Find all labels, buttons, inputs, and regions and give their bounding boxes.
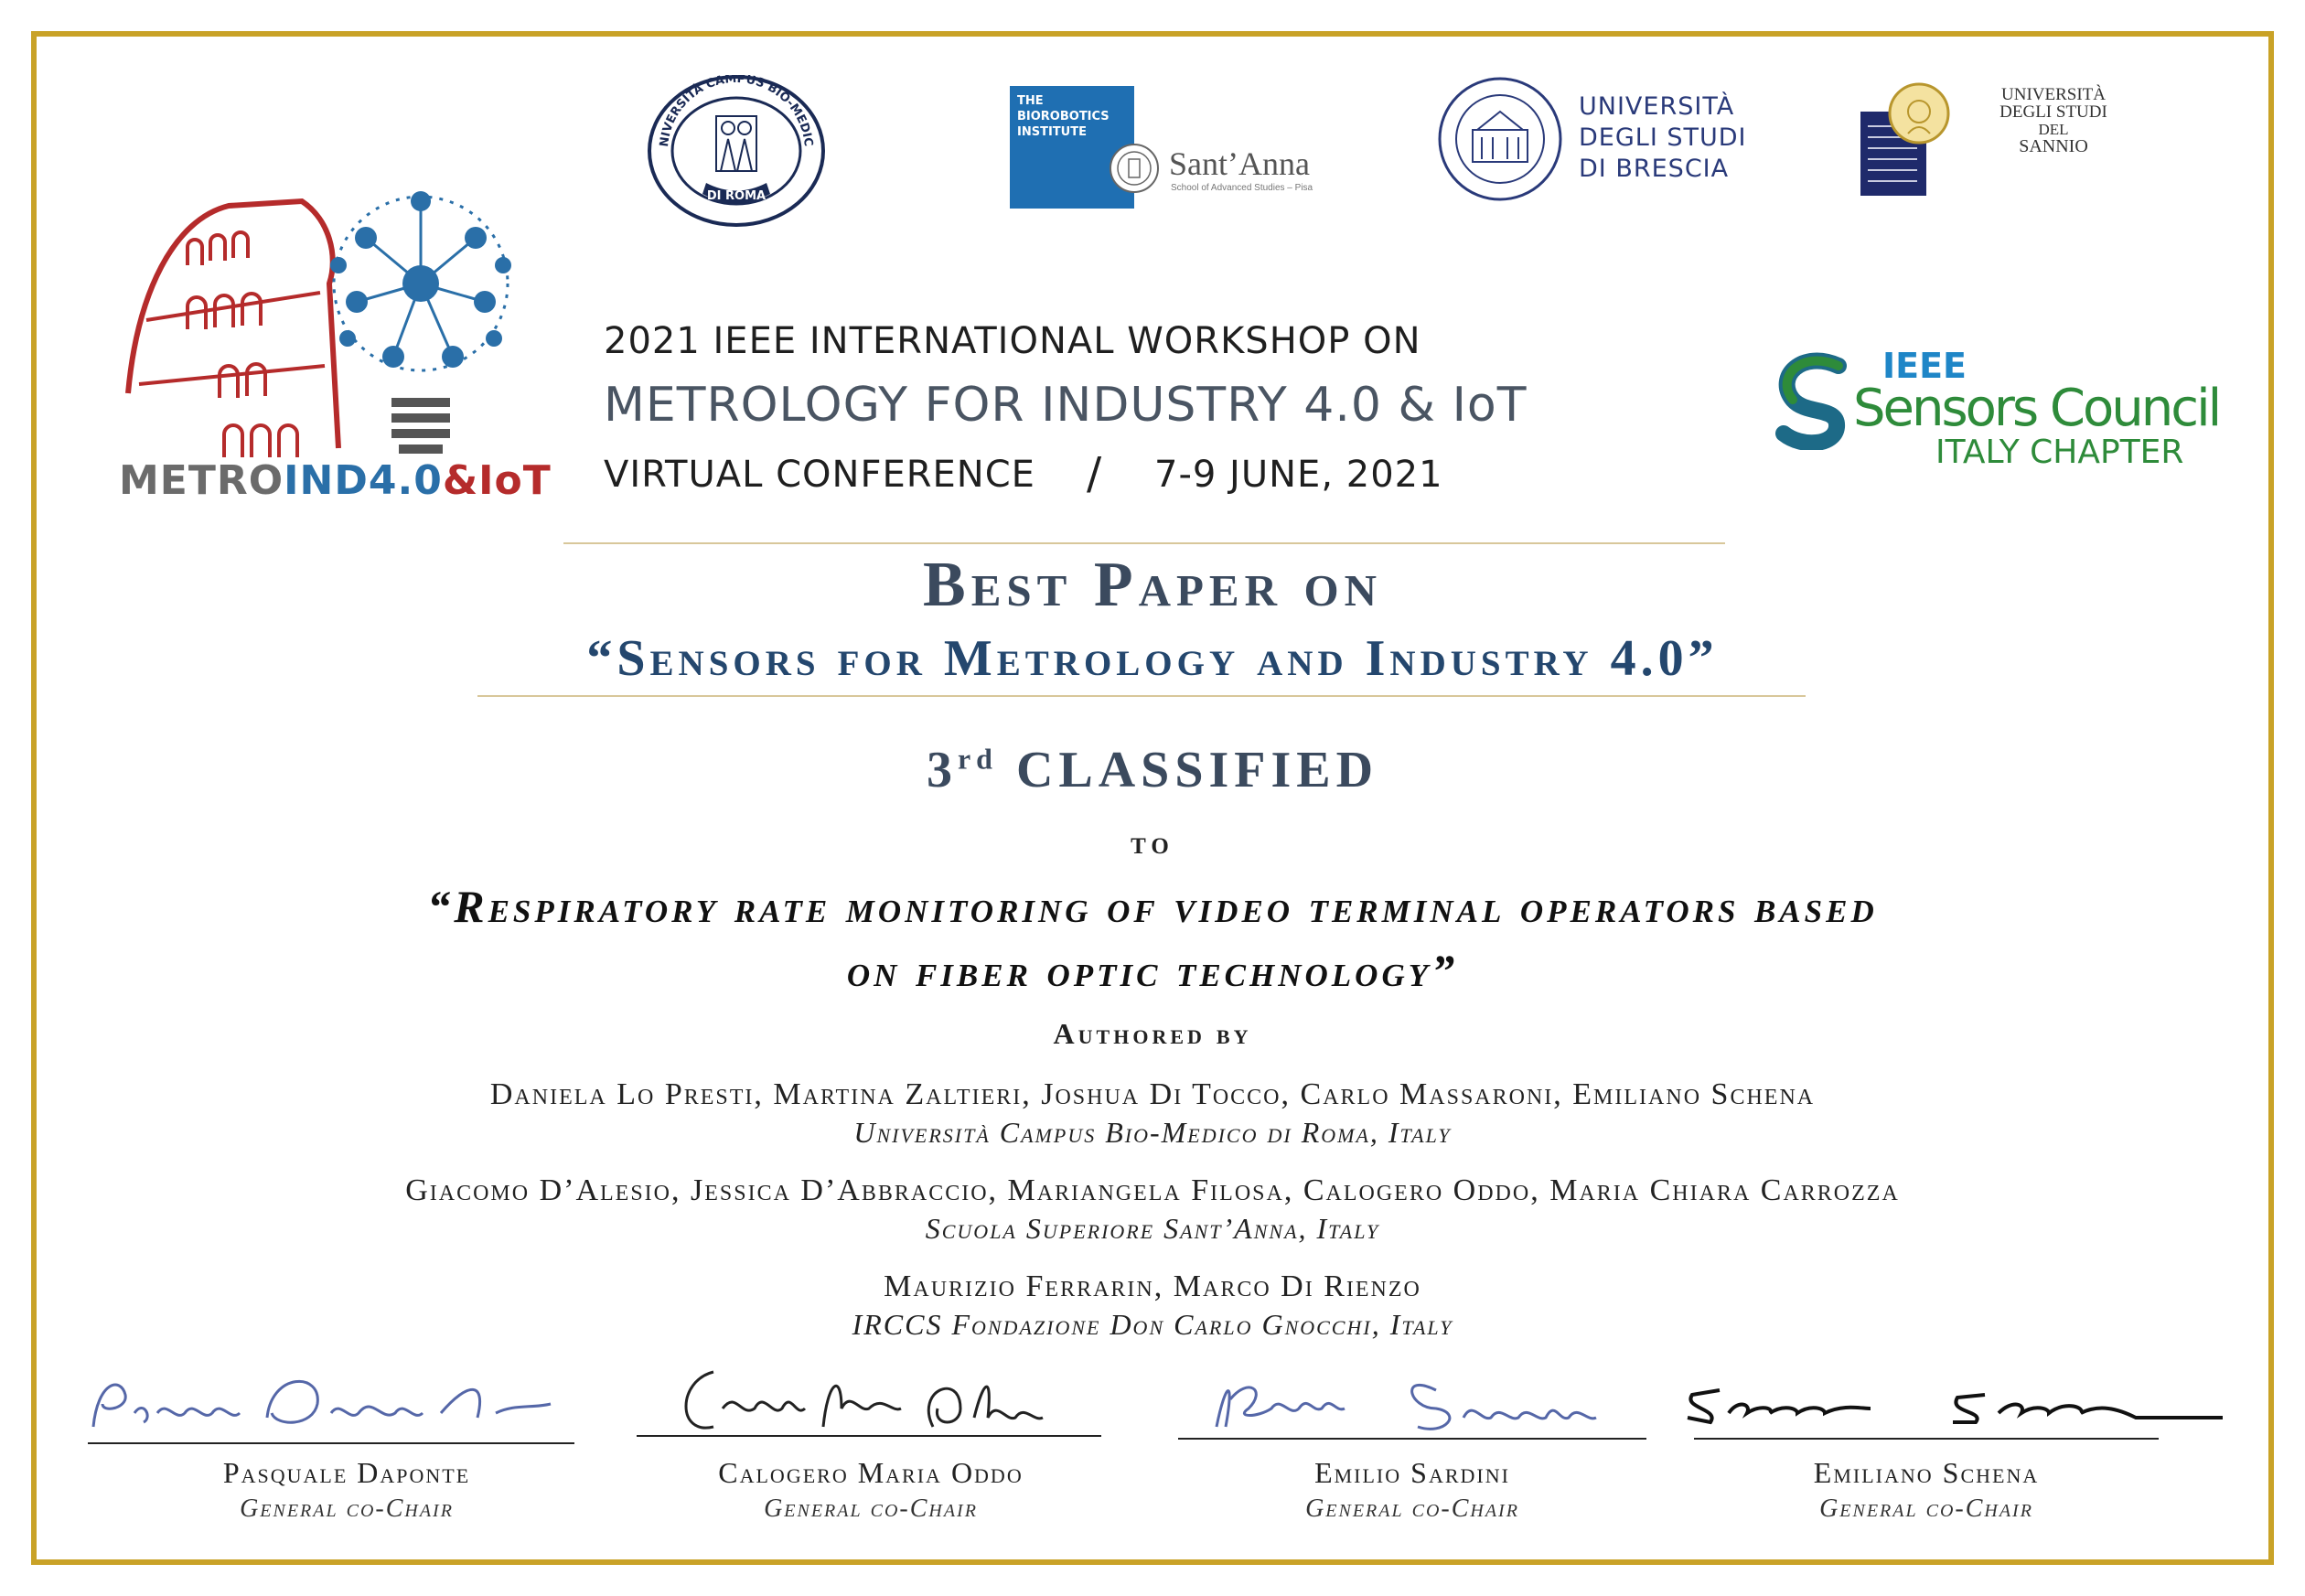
metroind-wordmark: METROIND4.0&IoT [119, 457, 552, 504]
sensors-swirl-icon [1765, 349, 1866, 450]
signature-sardini [1189, 1363, 1665, 1436]
author-group-3-names: Maurizio Ferrarin, Marco Di Rienzo [884, 1269, 1421, 1303]
conference-format: VIRTUAL CONFERENCE [604, 454, 1035, 496]
signature-line-1 [88, 1442, 574, 1444]
award-rank: 3rd CLASSIFIED [926, 742, 1379, 798]
authored-by-label: Authored by [1053, 1017, 1252, 1050]
signatory-2-role: General co-Chair [764, 1494, 978, 1523]
conference-line-1: 2021 IEEE INTERNATIONAL WORKSHOP ON [604, 320, 1421, 362]
author-group-2-names: Giacomo D’Alesio, Jessica D’Abbraccio, Mariangela Filosa, Calogero Oddo, Maria Chiara Carrozza [405, 1173, 1900, 1207]
signatory-2-name: Calogero Maria Oddo [718, 1456, 1024, 1489]
signature-line-3 [1178, 1438, 1646, 1440]
signature-oddo [659, 1354, 1116, 1445]
signatory-3-role: General co-Chair [1305, 1494, 1519, 1523]
biorobotics-logo: THE BIOROBOTICS INSTITUTE [1010, 86, 1134, 209]
divider-bottom [477, 695, 1806, 697]
award-to: to [1131, 824, 1174, 861]
award-title: Best Paper on [923, 550, 1382, 620]
paper-title-line-1: “Respiratory rate monitoring of video terminal operators based [427, 881, 1878, 932]
author-group-1-names: Daniela Lo Presti, Martina Zaltieri, Joshua Di Tocco, Carlo Massaroni, Emiliano Schena [489, 1077, 1816, 1111]
signature-schena [1683, 1372, 2232, 1436]
signatory-1-role: General co-Chair [240, 1494, 454, 1523]
conference-title: METROLOGY FOR INDUSTRY 4.0 & IoT [604, 378, 1528, 433]
paper-title-line-2: on fiber optic technology” [846, 945, 1459, 996]
author-group-1-affiliation: Università Campus Bio-Medico di Roma, Italy [853, 1116, 1452, 1149]
signatory-3-name: Emilio Sardini [1314, 1456, 1510, 1489]
brescia-logo: UNIVERSITÀ DEGLI STUDI DI BRESCIA [1436, 75, 1747, 203]
award-category: “Sensors for Metrology and Industry 4.0” [586, 630, 1719, 687]
sannio-logo: UNIVERSITÀ DEGLI STUDI DEL SANNIO [1857, 80, 2131, 199]
signature-line-2 [637, 1435, 1101, 1437]
conference-separator: / [1087, 448, 1103, 499]
signatory-4-role: General co-Chair [1819, 1494, 2033, 1523]
divider-top [563, 542, 1725, 544]
signatory-4-name: Emiliano Schena [1813, 1456, 2040, 1489]
author-group-3-affiliation: IRCCS Fondazione Don Carlo Gnocchi, Italy [852, 1308, 1453, 1341]
santanna-crest-icon [1107, 139, 1162, 198]
brescia-seal-icon [1436, 75, 1564, 203]
signature-line-4 [1694, 1438, 2159, 1440]
signature-daponte [84, 1363, 578, 1445]
metroind-logo [119, 183, 552, 512]
svg-text:DI ROMA: DI ROMA [706, 189, 767, 203]
sannio-emblem-icon [1857, 80, 1967, 199]
svg-text:UNIVERSITÀ CAMPUS BIO-MEDICO: NIVERSITÀ CAMPUS BIO-MEDIC [658, 75, 815, 148]
signatory-1-name: Pasquale Daponte [222, 1456, 471, 1489]
conference-dates: 7-9 JUNE, 2021 [1154, 454, 1443, 496]
author-group-2-affiliation: Scuola Superiore Sant’Anna, Italy [925, 1212, 1380, 1245]
campus-biomedico-seal [648, 75, 825, 227]
santanna-logo: Sant’Anna School of Advanced Studies – Pisa [1107, 139, 1326, 203]
ieee-sensors-council-logo: IEEE Sensors Council ITALY CHAPTER [1765, 348, 2204, 476]
